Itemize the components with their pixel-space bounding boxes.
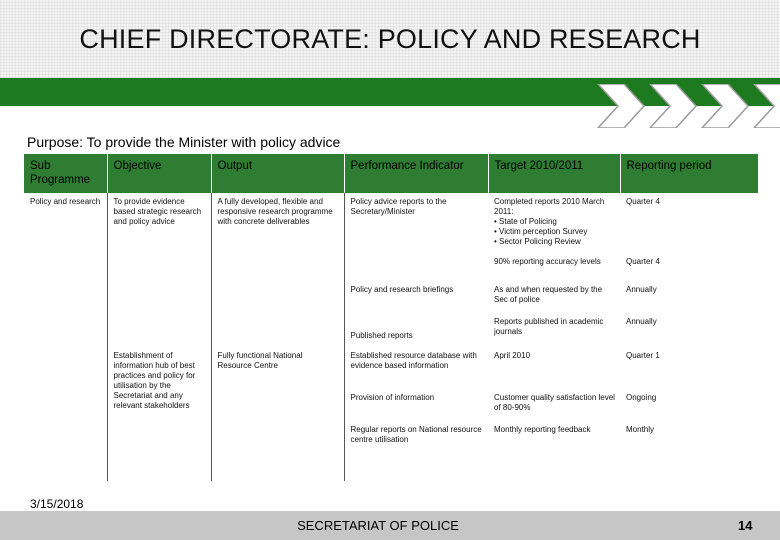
target-cell: Completed reports 2010 March 2011: • State of Policing • Victim perception Survey • Sector Policing Review [494, 197, 605, 246]
chevron-arrows-icon [594, 84, 780, 128]
slide-title: CHIEF DIRECTORATE: POLICY AND RESEARCH [79, 24, 701, 54]
table-row [24, 347, 758, 389]
indicator-cell [344, 253, 488, 281]
header-sub-programme: Sub Programme [24, 154, 107, 193]
header-performance-indicator: Performance Indicator [344, 154, 488, 193]
indicator-cell: Established resource database with evidence based information [350, 351, 477, 370]
sub-programme-cell: Policy and research [24, 193, 107, 481]
footer-text: SECRETARIAT OF POLICE [297, 518, 459, 533]
purpose-statement: Purpose: To provide the Minister with policy advice [27, 134, 341, 150]
header-output: Output [211, 154, 344, 193]
header-objective: Objective [107, 154, 211, 193]
period-cell: Quarter 4 [626, 257, 660, 266]
target-cell: As and when requested by the Sec of police [494, 285, 603, 304]
header-reporting-period: Reporting period [620, 154, 758, 193]
target-cell: Customer quality satisfaction level of 80-90% [494, 393, 615, 412]
target-cell: April 2010 [494, 351, 531, 360]
period-cell: Quarter 4 [626, 197, 660, 206]
indicator-cell: Regular reports on National resource centre utilisation [350, 425, 482, 444]
output-cell: Fully functional National Resource Centre [211, 347, 344, 481]
target-cell: Monthly reporting feedback [494, 425, 591, 434]
output-cell: A fully developed, flexible and responsive research programme with concrete deliverables [211, 193, 344, 347]
indicator-cell: Provision of information [350, 393, 435, 402]
period-cell: Ongoing [626, 393, 657, 402]
period-cell: Quarter 1 [626, 351, 660, 360]
indicator-cell: Policy advice reports to the Secretary/Minister [350, 197, 447, 216]
slide-date: 3/15/2018 [30, 497, 84, 511]
period-cell: Annually [626, 285, 657, 294]
indicator-cell: Policy and research briefings [350, 285, 454, 294]
target-cell: 90% reporting accuracy levels [494, 257, 601, 266]
page-number: 14 [738, 518, 753, 533]
indicator-cell: Published reports [350, 331, 413, 340]
objective-cell: Establishment of information hub of best practices and policy for utilisation by the Secretariat and any relevant stakeholders [107, 347, 211, 481]
policy-research-table [24, 154, 758, 481]
period-cell: Monthly [626, 425, 655, 434]
target-cell: Reports published in academic journals [494, 317, 604, 336]
objective-cell: To provide evidence based strategic research and policy advice [107, 193, 211, 347]
header-target: Target 2010/2011 [488, 154, 620, 193]
table-header-row [24, 154, 758, 193]
table-row [24, 193, 758, 253]
period-cell: Annually [626, 317, 657, 326]
